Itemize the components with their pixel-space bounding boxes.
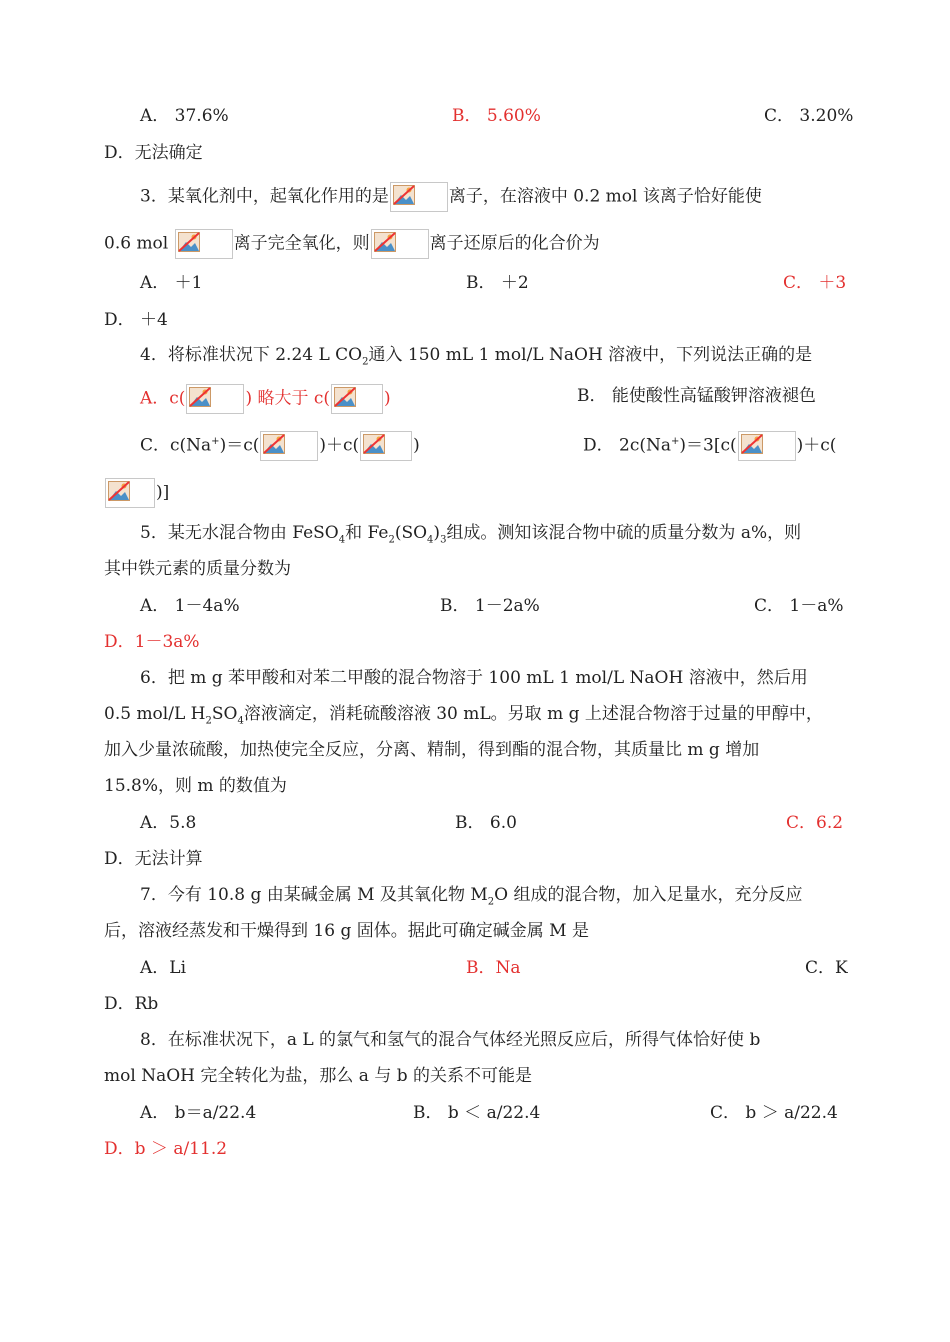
q7-option-c: C．K [805,958,848,978]
q2-option-c: C． 3.20% [764,106,854,126]
q5-option-b: B． 1－2a% [440,596,540,616]
broken-image-icon [738,431,796,461]
broken-image-icon [331,384,383,414]
q2-option-a: A． 37.6% [140,106,229,126]
q6-stem-line4: 15.8%，则 m 的数值为 [104,776,287,796]
q4-option-a: A．c( ) 略大于 c( ) [140,384,391,414]
q8-option-c: C． b ＞ a/22.4 [710,1103,838,1123]
broken-image-icon [105,478,155,508]
q4-stem: 4．将标准状况下 2.24 L $CO_2$通入 150 mL 1 mol/L NaOH 溶液中，下列说法正确的是 [140,345,813,368]
q3-stem-line2: 0.6 mol 离子完全氧化，则 离子还原后的化合价为 [104,229,600,259]
q7-option-d: D．Rb [104,994,159,1014]
q6-stem-line2: 0.5 mol/L $H_2SO_4$溶液滴定，消耗硫酸溶液 30 mL。另取 m g 上述混合物溶于过量的甲醇中， [104,704,823,727]
q4-option-c: C．c(Na+)＝c( )＋c( ) [140,431,420,461]
q6-option-a: A．5.8 [140,813,197,833]
q7-stem-line1: 7．今有 10.8 g 由某碱金属 M 及其氧化物 $M_2O$ 组成的混合物，加入足量水，充分反应 [140,885,803,908]
q8-option-d: D．b ＞ a/11.2 [104,1139,228,1159]
q5-stem-line2: 其中铁元素的质量分数为 [104,559,291,579]
q7-option-a: A．Li [140,958,187,978]
q2-option-d: D．无法确定 [104,143,203,163]
broken-image-icon [260,431,318,461]
q6-stem-line1: 6．把 m g 苯甲酸和对苯二甲酸的混合物溶于 100 mL 1 mol/L NaOH 溶液中，然后用 [140,668,808,688]
q3-option-c: C． ＋3 [783,273,847,293]
q6-option-b: B． 6.0 [455,813,517,833]
q5-option-d: D．1－3a% [104,632,200,652]
q3-option-d: D． ＋4 [104,310,168,330]
q3-stem-line1: 3．某氧化剂中，起氧化作用的是 离子，在溶液中 0.2 mol 该离子恰好能使 [140,182,762,212]
broken-image-icon [360,431,412,461]
broken-image-icon [186,384,244,414]
q7-stem-line2: 后，溶液经蒸发和干燥得到 16 g 固体。据此可确定碱金属 M 是 [104,921,589,941]
q3-option-a: A． ＋1 [140,273,203,293]
broken-image-icon [390,182,448,212]
q4-option-d-line2: )] [104,478,169,508]
q4-option-d-line1: D． 2c(Na+)＝3[c( )＋c( [583,431,836,461]
q8-stem-line1: 8．在标准状况下，a L 的氯气和氢气的混合气体经光照反应后，所得气体恰好使 b [140,1030,761,1050]
q5-option-c: C． 1－a% [754,596,844,616]
broken-image-icon [175,229,233,259]
q8-stem-line2: mol NaOH 完全转化为盐，那么 a 与 b 的关系不可能是 [104,1066,533,1086]
q7-option-b: B．Na [466,958,521,978]
q2-option-b: B． 5.60% [452,106,541,126]
q5-option-a: A． 1－4a% [140,596,240,616]
q3-option-b: B． ＋2 [466,273,529,293]
q6-option-d: D．无法计算 [104,849,203,869]
q4-option-b: B． 能使酸性高锰酸钾溶液褪色 [577,386,816,406]
q5-stem-line1: 5．某无水混合物由 FeSO$_4$和 $Fe_2(SO_4)_3$组成。测知该混合物中硫的质量分数为 a%，则 [140,523,802,546]
q6-option-c: C．6.2 [786,813,844,833]
q8-option-b: B． b ＜ a/22.4 [413,1103,541,1123]
q6-stem-line3: 加入少量浓硫酸，加热使完全反应，分离、精制，得到酯的混合物，其质量比 m g 增加 [104,740,760,760]
q8-option-a: A． b＝a/22.4 [140,1103,257,1123]
broken-image-icon [371,229,429,259]
